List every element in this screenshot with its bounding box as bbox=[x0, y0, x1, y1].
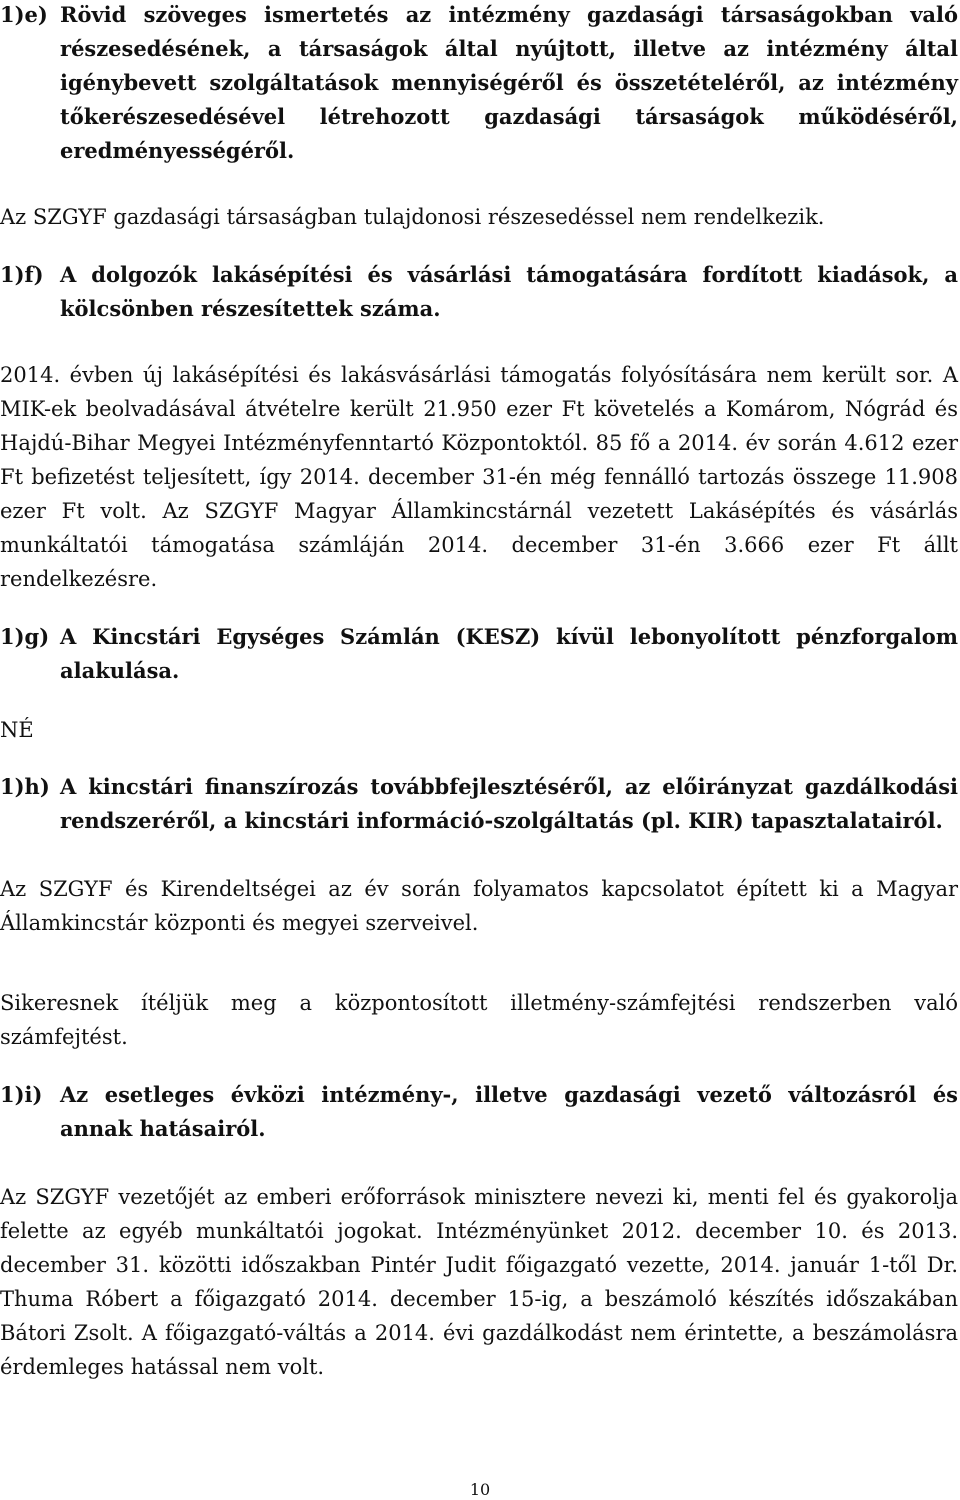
section-number: 1)f) bbox=[0, 262, 44, 287]
section-number: 1)i) bbox=[0, 1082, 43, 1107]
paragraph: Sikeresnek ítéljük meg a központosított illetmény-számfejtési rendszerben való számfejtést. bbox=[0, 991, 958, 1049]
section-title: A dolgozók lakásépítési és vásárlási támogatására fordított kiadások, a kölcsönben részesítettek száma. bbox=[60, 262, 958, 321]
section-title: A Kincstári Egységes Számlán (KESZ) kívül lebonyolított pénzforgalom alakulása. bbox=[60, 624, 958, 683]
paragraph: 2014. évben új lakásépítési és lakásvásárlási támogatás folyósítására nem került sor. A MIK-ek beolvadásával átvételre került 21.950 ezer Ft követelés a Komárom, Nógrád és Hajdú-Bihar Megyei Intézményfenntartó Központoktól. 85 fő a 2014. év során 4.612 ezer Ft befizetést teljesített, így 2014. december 31-én még fennálló tartozás összege 11.908 ezer Ft volt. Az SZGYF Magyar Államkincstárnál vezetett Lakásépítés és vásárlás munkáltatói támogatása számláján 2014. december 31-én 3.666 ezer Ft állt rendelkezésre. bbox=[0, 363, 958, 591]
section-number: 1)e) bbox=[0, 2, 48, 27]
section-title: A kincstári finanszírozás továbbfejlesztéséről, az előirányzat gazdálkodási rendszeréről, a kincstári információ-szolgáltatás (pl. KIR) tapasztalatairól. bbox=[60, 774, 958, 833]
section-title: Rövid szöveges ismertetés az intézmény gazdasági társaságokban való részesedésének, a társaságok által nyújtott, illetve az intézmény által igénybevett szolgáltatások mennyiségéről és összetételéről, az intézmény tőkerészesedésével létrehozott gazdasági társaságok működéséről, eredményességéről. bbox=[60, 2, 958, 163]
paragraph: NÉ bbox=[0, 718, 34, 742]
section-title: Az esetleges évközi intézmény-, illetve gazdasági vezető változásról és annak hatásairól. bbox=[60, 1082, 958, 1141]
section-number: 1)h) bbox=[0, 774, 50, 799]
page-number: 10 bbox=[469, 1480, 491, 1499]
paragraph: Az SZGYF és Kirendeltségei az év során folyamatos kapcsolatot épített ki a Magyar Államkincstár központi és megyei szerveivel. bbox=[0, 877, 958, 935]
section-number: 1)g) bbox=[0, 624, 50, 649]
paragraph: Az SZGYF vezetőjét az emberi erőforrások minisztere nevezi ki, menti fel és gyakorolja felette az egyéb munkáltatói jogokat. Intézményünket 2012. december 10. és 2013. december 31. közötti időszakban Pintér Judit főigazgató vezette, 2014. január 1-től Dr. Thuma Róbert a főigazgató 2014. december 15-ig, a beszámoló készítés időszakában Bátori Zsolt. A főigazgató-váltás a 2014. évi gazdálkodást nem érintette, a beszámolásra érdemleges hatással nem volt. bbox=[0, 1185, 958, 1379]
paragraph: Az SZGYF gazdasági társaságban tulajdonosi részesedéssel nem rendelkezik. bbox=[0, 205, 825, 229]
